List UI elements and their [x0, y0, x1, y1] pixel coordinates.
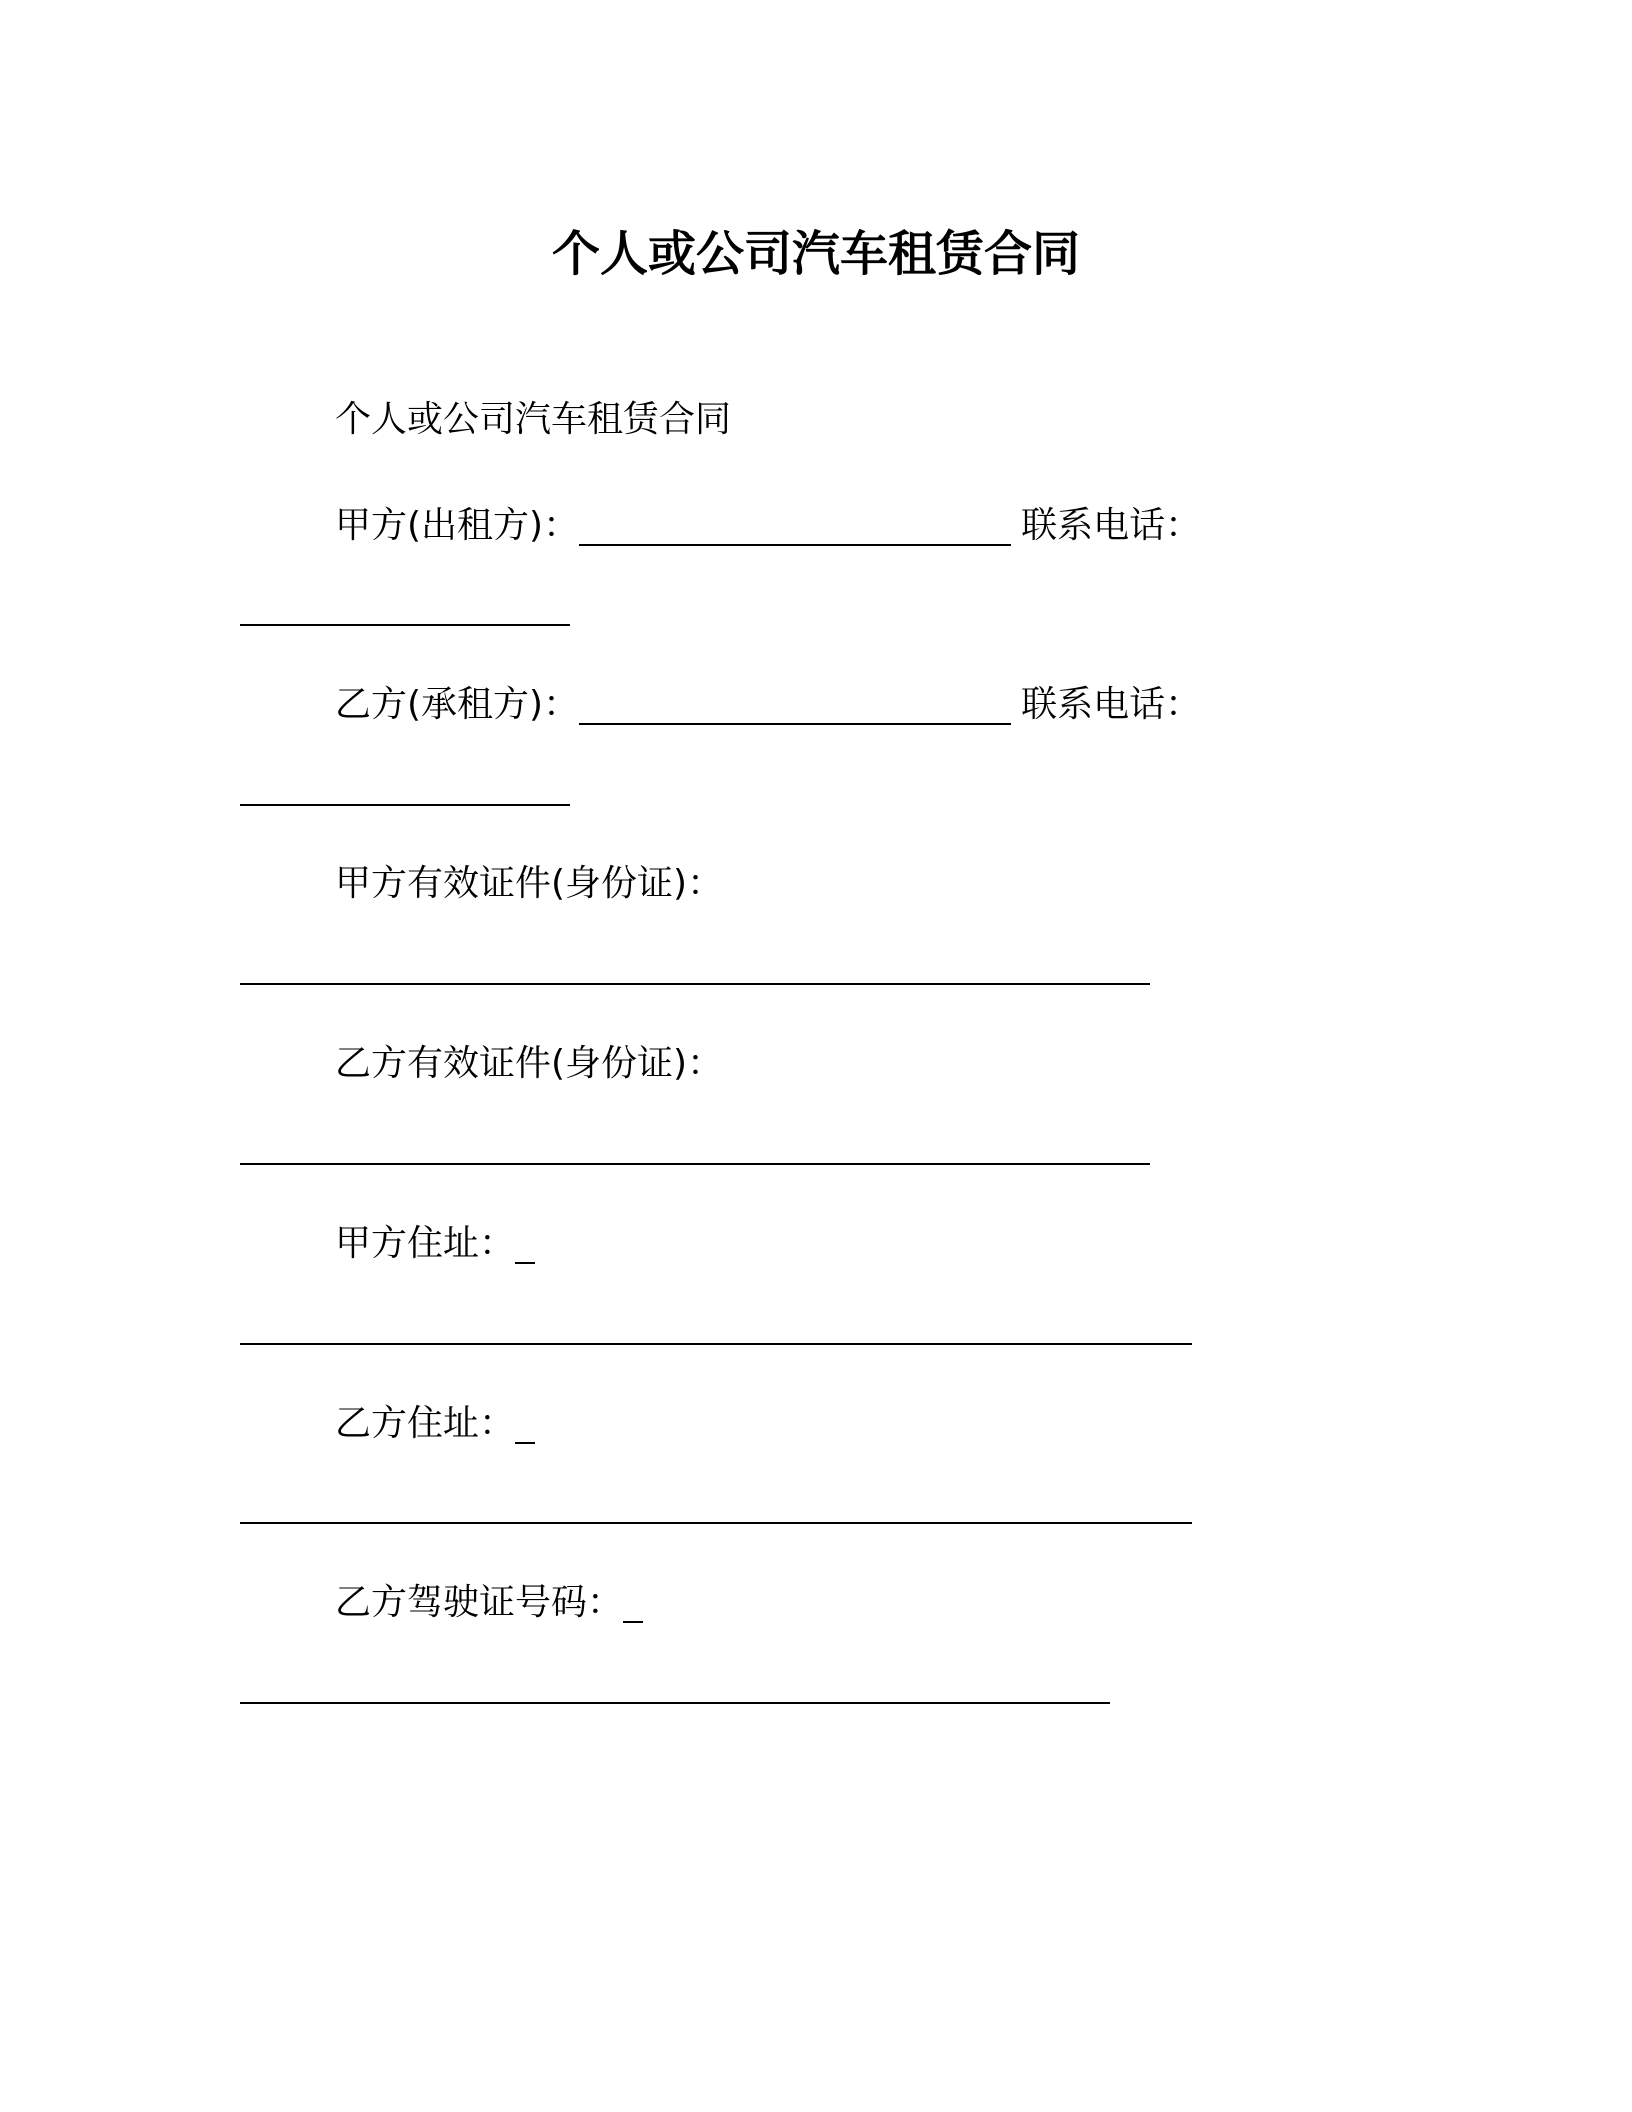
party-a-phone-line: [240, 584, 570, 630]
party-b-phone-label: 联系电话：: [1021, 684, 1202, 725]
party-b-address-blank-line: [240, 1482, 1192, 1528]
party-a-phone-label: 联系电话：: [1021, 505, 1202, 546]
party-b-label: 乙方(承租方)：: [335, 684, 580, 725]
party-b-address-line: [335, 1400, 535, 1448]
party-b-line: [335, 681, 1201, 729]
subtitle-line: [335, 396, 731, 444]
party-a-id-blank-line: [240, 943, 1150, 989]
party-b-license-blank-line: [240, 1662, 1110, 1708]
party-a-id-line: [335, 860, 723, 908]
subtitle: 个人或公司汽车租赁合同: [335, 399, 732, 440]
party-b-name-blank: [579, 683, 1011, 725]
party-a-address-label: 甲方住址：: [335, 1223, 516, 1264]
party-a-address-blank-line: [240, 1303, 1192, 1349]
party-b-id-line: [335, 1040, 723, 1088]
party-a-address-short-blank: [515, 1222, 535, 1264]
party-b-address-label: 乙方住址：: [335, 1403, 516, 1444]
party-b-id-blank-line: [240, 1123, 1150, 1169]
party-b-license-line: [335, 1579, 643, 1627]
party-a-name-blank: [579, 504, 1011, 546]
party-b-license-blank: [240, 1662, 1110, 1704]
party-a-address-blank: [240, 1303, 1192, 1345]
party-a-id-label: 甲方有效证件(身份证)：: [335, 863, 724, 904]
party-b-license-short-blank: [623, 1581, 643, 1623]
party-a-address-line: [335, 1220, 535, 1268]
party-b-phone-line: [240, 764, 570, 810]
party-b-license-label: 乙方驾驶证号码：: [335, 1582, 624, 1623]
party-b-address-short-blank: [515, 1402, 535, 1444]
party-a-label: 甲方(出租方)：: [335, 505, 580, 546]
party-b-id-label: 乙方有效证件(身份证)：: [335, 1043, 724, 1084]
party-a-id-blank: [240, 943, 1150, 985]
party-a-line: [335, 502, 1201, 550]
document-title: 个人或公司汽车租赁合同: [551, 226, 1080, 282]
party-a-phone-blank: [240, 584, 570, 626]
party-b-id-blank: [240, 1123, 1150, 1165]
party-b-address-blank: [240, 1482, 1192, 1524]
party-b-phone-blank: [240, 764, 570, 806]
